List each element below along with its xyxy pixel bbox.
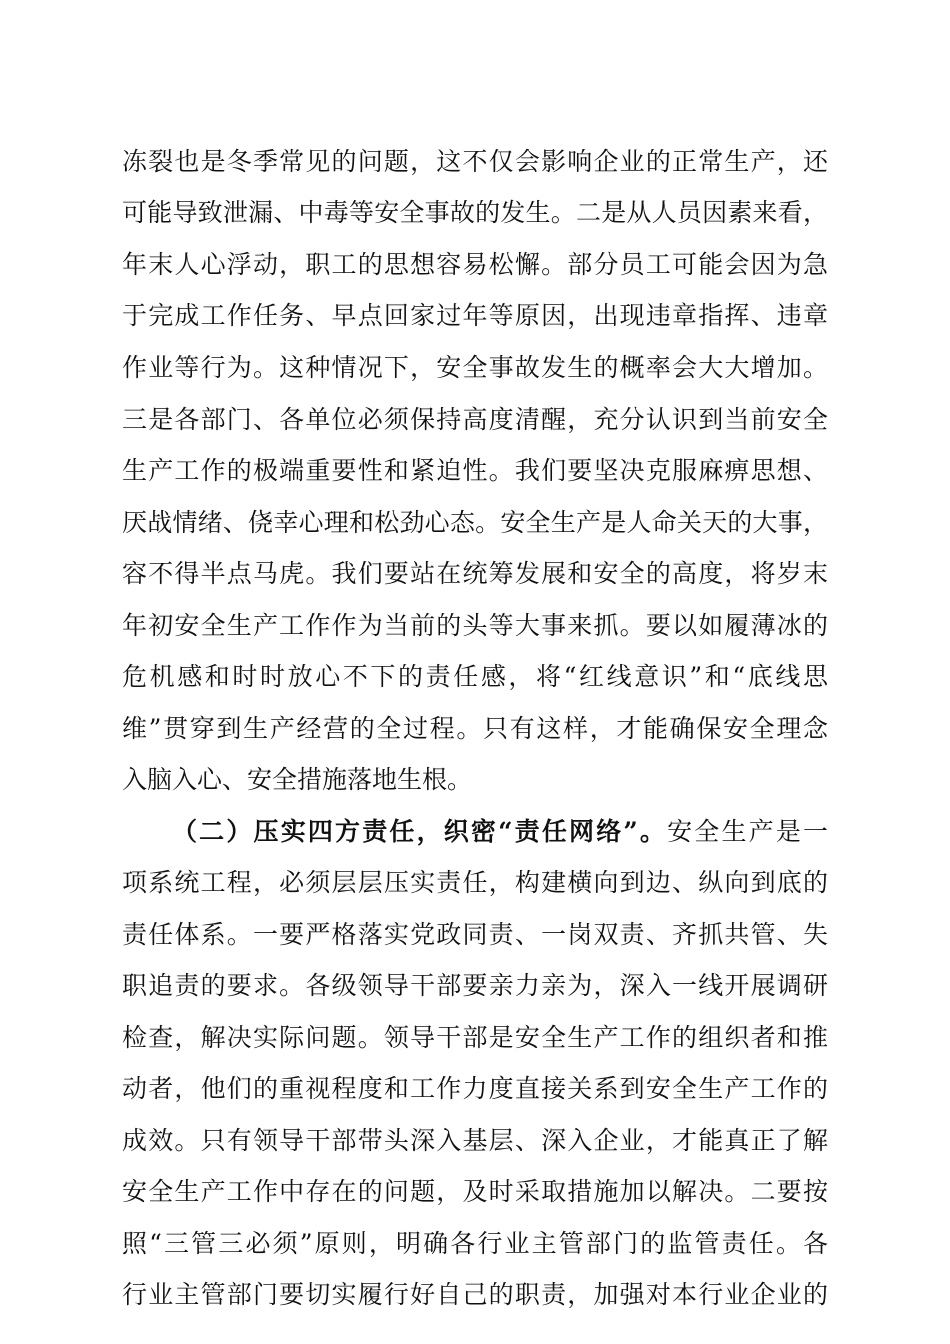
paragraph-2-line: 成效。只有领导干部带头深入基层、深入企业，才能真正了解 [122, 1126, 828, 1155]
paragraph-1-line: 可能导致泄漏、中毒等安全事故的发生。二是从人员因素来看， [122, 198, 828, 227]
paragraph-1-line: 维”贯穿到生产经营的全过程。只有这样，才能确保安全理念 [122, 714, 828, 743]
paragraph-1-line: 冻裂也是冬季常见的问题，这不仅会影响企业的正常生产，还 [122, 147, 828, 176]
paragraph-2-line: 责任体系。一要严格落实党政同责、一岗双责、齐抓共管、失 [122, 920, 828, 949]
paragraph-1-line: 生产工作的极端重要性和紧迫性。我们要坚决克服麻痹思想、 [122, 456, 828, 485]
paragraph-1-line: 厌战情绪、侥幸心理和松劲心态。安全生产是人命关天的大事， [122, 508, 828, 537]
paragraph-1-line: 作业等行为。这种情况下，安全事故发生的概率会大大增加。 [122, 353, 828, 382]
paragraph-2-first-line [172, 812, 828, 852]
paragraph-1-line: 容不得半点马虎。我们要站在统筹发展和安全的高度，将岁末 [122, 559, 828, 588]
paragraph-1-line: 年末人心浮动，职工的思想容易松懈。部分员工可能会因为急 [122, 250, 828, 279]
paragraph-1-line: 于完成工作任务、早点回家过年等原因，出现违章指挥、违章 [122, 301, 828, 330]
paragraph-2-line: 照“三管三必须”原则，明确各行业主管部门的监管责任。各 [122, 1229, 828, 1258]
paragraph-2-line: 职追责的要求。各级领导干部要亲力亲为，深入一线开展调研 [122, 971, 828, 1000]
paragraph-2-first-line-text: 安全生产是一 [667, 817, 828, 846]
paragraph-2-line: 动者，他们的重视程度和工作力度直接关系到安全生产工作的 [122, 1074, 828, 1103]
paragraph-2-line: 检查，解决实际问题。领导干部是安全生产工作的组织者和推 [122, 1023, 828, 1052]
paragraph-2-line: 行业主管部门要切实履行好自己的职责，加强对本行业企业的 [122, 1280, 828, 1309]
paragraph-1-line: 年初安全生产工作作为当前的头等大事来抓。要以如履薄冰的 [122, 611, 828, 640]
paragraph-2-line: 项系统工程，必须层层压实责任，构建横向到边、纵向到底的 [122, 868, 828, 897]
paragraph-2-line: 安全生产工作中存在的问题，及时采取措施加以解决。二要按 [122, 1177, 828, 1206]
paragraph-1-line: 入脑入心、安全措施落地生根。 [122, 765, 473, 794]
paragraph-1-line: 三是各部门、各单位必须保持高度清醒，充分认识到当前安全 [122, 405, 828, 434]
paragraph-1-line: 危机感和时时放心不下的责任感，将“红线意识”和“底线思 [122, 662, 828, 691]
section-heading: （二）压实四方责任，织密“责任网络”。 [172, 817, 668, 846]
